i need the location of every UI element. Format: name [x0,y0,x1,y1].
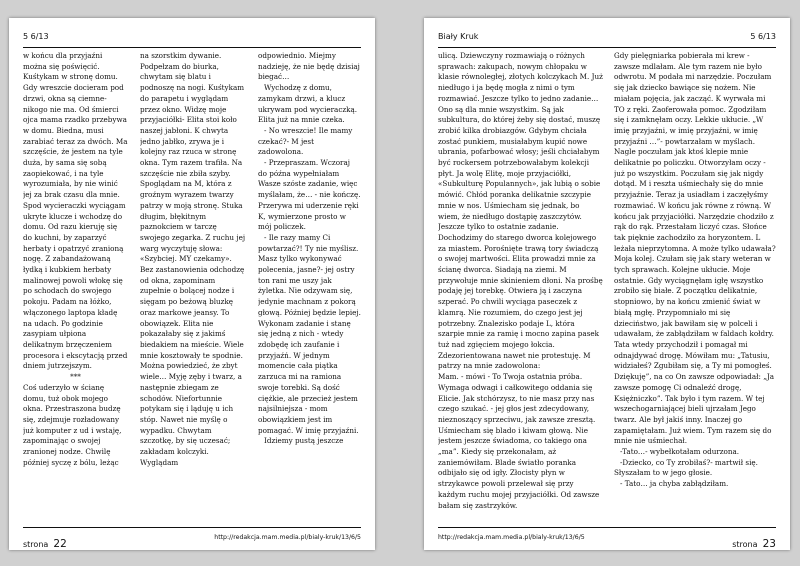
page-footer [438,532,776,550]
footer-url[interactable]: http://redakcja.mam.media.pl/bialy-kruk/13/6/5 [214,534,361,541]
paragraph: - Tato… ja chyba zabłądziłam. [620,479,729,489]
page-number [23,532,67,550]
paragraph: - No wreszcie! Ile mamy czekać?- M jest zadowolona. [258,125,353,157]
footer-url[interactable]: http://redakcja.mam.media.pl/bialy-kruk/13/6/5 [438,534,585,541]
paragraph: w końcu dla przyjaźni można się poświęcić. Kuśtykam w stronę domu. Gdy wreszcie docieram pod drzwi, okna są ciemne- nikogo nie ma. Od śmierci ojca mama rzadko przebywa w domu. Biedna, musi zarabiać teraz za dwóch. Ma szczęście, że jestem na tyle duża, by sama się sobą zaopiekować, i na tyle wyrozumiała, by nie winić jej za brak czasu dla mnie. Spod wycieraczki wyciągam ukryte klucze i wchodzę do domu. Od razu kieruję się do kuchni, by zaparzyć herbaty i opatrzyć zranioną nogę. Z zabandażowaną łydką i kubkiem herbaty malinowej powoli włokę się po schodach do swojego pokoju. Padam na łóżko, włączonego laptopa kładę na udach. Po godzinie zasypiam ułpiona delikatnym brzęczeniem procesora i ekscytacją przed dniem jutrzejszym. [23,51,128,371]
article-body [23,51,361,523]
header-rule [23,47,361,48]
paragraph: Idziemy pustą jeszcze [264,436,344,446]
issue-number: 5 6/13 [23,32,49,41]
paragraph: odpowiednio. Miejmy nadzieję, że nie będę dzisiaj biegać… [258,51,360,82]
page-label: strona [23,540,49,549]
text-column-1 [438,51,603,523]
paragraph: Gdy pielęgniarka pobierała mi krew - zawsze mdlałam. Ale tym razem nie było odwrotu. M podała mi narzędzie. Poczułam się jak dziecko bawiące się nożem. Nie miałam pojęcia, jak zacząć. K wyrwała mi TO z ręki. Zaoferowała pomoc. Zgodziłam się i zamknęłam oczy. Lekkie ukłucie. „W imię przyjaźni, w imię przyjaźni, w imię przyjaźni …”- powtarzałam w myślach. Nagle poczułam jak ktoś klepie mnie delikatnie po policzku. Otworzyłam oczy - już po wszystkim. Poczułam się jak nigdy dotąd. M i reszta uśmiechały się do mnie przyjaźnie. Teraz ja usiadłam i zaczęłyśmy rozmawiać. W końcu jak równe z równą. W końcu jak przyjaciółki. Narzędzie chodziło z rąk do rąk. Przestałam liczyć czas. Słońce tak pięknie zachodziło za horyzontem. L leżała nieprzytomna. A może tylko udawała? Moja kolej. Czułam się jak stary weteran w tych sprawach. Kolejne ukłucie. Moje ostatnie. Gdy wyciągnęłam igłę wszystko zrobiło się białe. Z początku delikatnie, stopniowo, by na końcu zmienić świat w białą mgłę. Przypomniało mi się dzieciństwo, jak bawiłam się w polceli i udawałam, że zabłądziłam w faldach kołdry. Tata wtedy przychodził i pomagał mi odnajdywać drogę. Mówiłam mu: „Tatusiu, widziałeś? Zgubiłam się, a Ty mi pomogłeś. Dziękuję”, na co On zawsze odpowiadał: „Ja zawsze pomogę Ci odnaleźć drogę, Księżniczko”. Tak było i tym razem. W tej wszechogarniającej bieli ujrzałam Jego twarz. Ale był jakiś inny. Inaczej go zapamiętałam. Już wiem. Tym razem się do mnie nie uśmiechał. [614,51,776,446]
page-label: strona [732,540,758,549]
paragraph: Coś uderzyło w ścianę domu, tuż obok mojego okna. Przestraszona budzę się, zdejmuje rozładowany już komputer z ud i wstaję, zapominając o swojej zranionej nodze. Chwilę później syczę z bólu, leżąc [23,382,122,467]
footer-rule [23,527,361,528]
footer-rule [438,527,776,528]
header-rule [438,47,776,48]
magazine-title: Biały Kruk [438,32,479,41]
paragraph: ulicą. Dziewczyny rozmawiają o różnych sprawach: zakupach, nowym chłopaku w klasie równoległej, złotych kolczykach M. Już niedługo i ja będę mogła z nimi o tym rozmawiać. Jeszcze tylko to jedno zadanie… Ono są dla mnie wszystkim. Są jak subkultura, do której żeby się dostać, muszę zrobić kilka drobiazgów. Gdybym chciała zostać punkiem, musiałabym kupić nowe ubrania, pofarbować włosy; jeśli chciałabym być rockersem potrzebowałabym kolekcji płyt. Ja wolę Elitę, moje przyjaciółki, «Subkulturę Populannych», jak lubią o sobie mówić. Chłód poranka delikatnie szczypie mnie w nos. Uśmiecham się jednak, bo wiem, że niedługo dostąpię zaszczytów. Jeszcze tylko to ostatnie zadanie. Dochodzimy do starego dworca kolejowego za miastem. Porośnięte trawą tory świadczą o swojej martwości. Elita prowadzi mnie za ścianę dworca. Siadają na ziemi. M przywołuje mnie skinieniem dłoni. Na prośbę podaję jej torebkę. Otwiera ją i zaczyna szperać. Po chwili wyciąga paseczek z klamrą. Nie rozumiem, do czego jest jej potrzebny. Znalezisko podaje L, która szarpie mnie za ramię i mocno zapina pasek tuż nad zgięciem mojego łokcia. Zdezorientowana nawet nie protestuję. M patrzy na mnie zadowolona: [438,51,603,371]
page-header [23,32,361,44]
text-column-2 [140,51,246,523]
text-column-3 [258,51,361,523]
page-number [732,532,776,550]
paragraph: na szorstkim dywanie. Podpełzam do biurka, chwytam się blatu i podnoszę na nogi. Kuśtykam do parapetu i wyglądam przez okno. Widzę moje przyjaciółki- Elita stoi koło naszej jabłoni. K chwyta jedno jabłko, zrywa je i kolejny raz rzuca w stronę okna. Tym razem trafiła. Na szczęście nie zbiła szyby. Spoglądam na M, która z groźnym wyrazem twarzy patrzy w moją stronę. Stuka długim, błękitnym paznokciem w tarczę swojego zegarka. Z ruchu jej warg wyczytuję słowa: «Szybciej. MY czekamy». Bez zastanowienia odchodzę od okna, zapominam zupełnie o bolącej nodze i sięgam po beżową bluzkę oraz markowe jeansy. To obowiązek. Elita nie pokazałaby się z jakimś biedakiem na mieście. Wiele mnie kosztowały te spodnie. Można powiedzieć, że zbyt wiele… Myję zęby i twarz, a następnie zbiegam ze schodów. Niefortunnie potykam się i ląduję u ich stóp. Nawet nie myślę o wypadku. Chwytam szczotkę, by się uczesać; zakładam kolczyki. Wyglądam [140,51,246,467]
paragraph: - Przepraszam. Wczoraj do późna wypełniałam Wasze szóste zadanie, więc myślałam, że… - nie kończę. Przerywa mi uderzenie ręki K, wymierzone prosto w mój policzek. [258,158,361,232]
paragraph: Mam. - mówi - To Twoja ostatnia próba. Wymaga odwagi i całkowitego oddania się Elicie. Jak stchórzysz, to nie masz przy nas czego szukać. - jej głos jest zdecydowany, nieznoszący sprzeciwu, jak zawsze zresztą. Uśmiecham się blado i kiwam głową. Nie jestem jeszcze świadoma, co takiego ona „ma”. Kiedy się przekonałam, aż zaniemówiłam. Blade światło poranka odbijało się od igły. Złocisty płyn w strzykawce powoli przelewał się przy każdym ruchu mojej przyjaciółki. Od zawsze bałam się zastrzyków. [438,372,600,510]
left-page [9,18,375,550]
section-break: *** [70,372,81,382]
page-header [438,32,776,44]
paragraph: Wychodzę z domu, zamykam drzwi, a klucz ukrywam pod wycieraczką. Elita już na mnie czeka. [258,83,358,125]
text-column-2 [614,51,776,523]
page-footer [23,532,361,550]
page-number-value: 23 [762,538,776,550]
right-page [424,18,790,550]
page-number-value: 22 [53,538,67,550]
paragraph: -Tato…- wybełkotałam odurzona. [620,447,740,457]
paragraph: - Ile razy mamy Ci powtarzać?! Ty nie myślisz. Masz tylko wykonywać polecenia, jasne?- jej ostry ton rani me uszy jak żyletka. Nie odzywam się, jedynie machnam z pokorą głową. Później będzie lepiej. Wykonam zadanie i stanę się jedną z nich - wtedy zdobędę ich zaufanie i przyjaźń. W jednym momencie cała piątka zarzuca mi na ramiona swoje torebki. Są dość ciężkie, ale przecież jestem najsilniejsza - mom obowiązkiem jest im pomagać. W imię przyjaźni. [258,232,361,435]
issue-number: 5 6/13 [750,32,776,41]
paragraph: -Dziecko, co Ty zrobiłaś?- martwił się. Słyszałam to w jego głosie. [614,457,758,478]
text-column-1 [23,51,128,523]
article-body [438,51,776,523]
